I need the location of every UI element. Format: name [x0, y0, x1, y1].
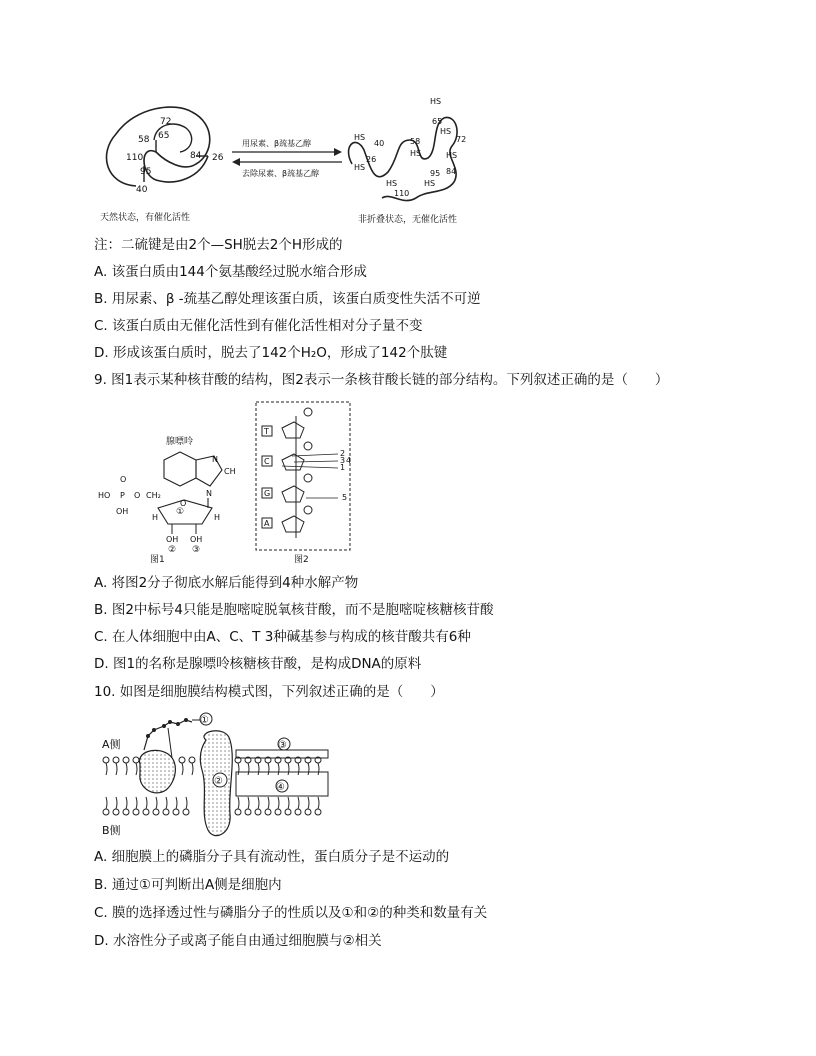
unfolded-hs-7: HS: [424, 179, 436, 188]
callout-3: 3: [340, 456, 346, 465]
q8-option-b[interactable]: B. 用尿素、β -巯基乙醇处理该蛋白质，该蛋白质变性失活不可逆: [94, 291, 481, 307]
glycoprotein-blob: [139, 750, 175, 792]
unfolded-hs-4: HS: [410, 149, 422, 158]
sugar-oh-2: OH: [190, 535, 203, 544]
circled-2: ②: [168, 545, 177, 555]
callout-line-2: [292, 454, 338, 456]
side-b-label: B侧: [102, 824, 121, 837]
q10-option-a[interactable]: A. 细胞膜上的磷脂分子具有流动性，蛋白质分子是不运动的: [94, 849, 450, 865]
q10-stem: 10. 如图是细胞膜结构模式图，下列叙述正确的是（ ）: [94, 684, 444, 700]
native-chain: [106, 107, 209, 186]
base-t: T: [264, 427, 269, 436]
base-c: C: [264, 457, 270, 466]
callout-5: 5: [342, 493, 348, 502]
nucleotide-svg: [96, 398, 366, 566]
callout-4: 4: [346, 456, 352, 465]
unfolded-num-110: 110: [394, 189, 410, 198]
marker-4: ④: [276, 782, 285, 793]
atom-ch: CH: [224, 467, 236, 476]
marker-3: ③: [278, 740, 287, 751]
fig2-unit-3: [262, 474, 312, 502]
unfolded-num-72: 72: [456, 135, 467, 144]
callout-line-1: [282, 466, 338, 468]
adenine-label: 腺嘌呤: [166, 437, 194, 447]
marker-2: ②: [214, 776, 223, 787]
sugar-chain: [144, 720, 192, 750]
unfolded-hs-2: HS: [440, 127, 452, 136]
q8-note: 注：二硫键是由2个—SH脱去2个H形成的: [94, 237, 343, 253]
unfolded-num-65: 65: [432, 117, 443, 126]
fig2-unit-4: [262, 506, 312, 532]
phosphate-ch2: CH₂: [146, 491, 161, 500]
fig2-caption: 图2: [294, 555, 309, 565]
phosphate-ho: HO: [98, 491, 111, 500]
phosphate-o-top: O: [120, 475, 127, 484]
forward-arrow-label: 用尿素、β巯基乙醇: [242, 139, 312, 148]
side-a-label: A侧: [102, 738, 121, 751]
unfolded-hs-5: HS: [446, 151, 458, 160]
native-num-58: 58: [138, 135, 150, 145]
callout-2: 2: [340, 449, 346, 458]
protein-folding-figure: [96, 94, 476, 228]
native-state-label: 天然状态，有催化活性: [100, 213, 191, 223]
q9-option-c[interactable]: C. 在人体细胞中由A、C、T 3种碱基参与构成的核苷酸共有6种: [94, 629, 471, 645]
q9-option-d[interactable]: D. 图1的名称是腺嘌呤核糖核苷酸，是构成DNA的原料: [94, 656, 422, 672]
sugar-h-1: H: [152, 513, 159, 522]
unfolded-hs-8: HS: [386, 179, 398, 188]
q9-option-b[interactable]: B. 图2中标号4只能是胞嘧啶脱氧核苷酸，而不是胞嘧啶核糖核苷酸: [94, 602, 494, 618]
membrane-figure: [96, 710, 336, 844]
sugar-o: O: [180, 499, 187, 508]
phosphate-oh: OH: [116, 507, 129, 516]
unfolded-num-84: 84: [446, 167, 457, 176]
q10-option-c[interactable]: C. 膜的选择透过性与磷脂分子的性质以及①和②的种类和数量有关: [94, 905, 488, 921]
unfolded-num-95: 95: [430, 169, 441, 178]
phosphate-p: P: [120, 491, 125, 500]
sugar-h-2: H: [214, 513, 221, 522]
atom-n-1: N: [212, 455, 218, 464]
q10-option-d[interactable]: D. 水溶性分子或离子能自由通过细胞膜与②相关: [94, 933, 382, 949]
unfolded-num-58: 58: [410, 137, 421, 146]
native-num-95: 95: [140, 167, 152, 177]
marker-1: ①: [200, 715, 209, 726]
circled-3: ③: [192, 545, 201, 555]
nucleotide-figure: [96, 398, 366, 566]
purine-ring-5: [196, 456, 222, 486]
native-num-84: 84: [190, 151, 202, 161]
base-g: G: [264, 489, 271, 498]
fig2-unit-1: [262, 408, 312, 438]
unfolded-state-label: 非折叠状态，无催化活性: [358, 215, 458, 225]
phosphate-o: O: [134, 491, 141, 500]
bilayer-outline-top: [236, 750, 328, 758]
fig1-caption: 图1: [150, 555, 165, 565]
membrane-svg: [96, 710, 336, 844]
native-num-65: 65: [158, 131, 170, 141]
forward-arrowhead: [334, 148, 342, 156]
q9-stem: 9. 图1表示某种核苷酸的结构，图2表示一条核苷酸长链的部分结构。下列叙述正确的是（ ）: [94, 372, 669, 388]
unfolded-hs-1: HS: [430, 97, 442, 106]
q8-option-d[interactable]: D. 形成该蛋白质时，脱去了142个H₂O，形成了142个肽键: [94, 345, 448, 361]
back-arrowhead: [232, 158, 240, 166]
purine-ring-6: [164, 452, 196, 486]
native-num-40: 40: [136, 185, 148, 195]
back-arrow-label: 去除尿素、β巯基乙醇: [242, 169, 320, 178]
native-num-72: 72: [160, 117, 172, 127]
sugar-oh-1: OH: [166, 535, 179, 544]
unfolded-hs-6: HS: [354, 163, 366, 172]
q9-option-a[interactable]: A. 将图2分子彻底水解后能得到4种水解产物: [94, 575, 359, 591]
q10-option-b[interactable]: B. 通过①可判断出A侧是细胞内: [94, 877, 282, 893]
unfolded-hs-3: HS: [354, 133, 366, 142]
unfolded-num-26: 26: [366, 155, 377, 164]
native-num-110: 110: [126, 153, 144, 163]
circled-1: ①: [176, 507, 185, 517]
base-a: A: [264, 519, 270, 528]
callout-line-3: [294, 461, 338, 462]
q8-option-a[interactable]: A. 该蛋白质由144个氨基酸经过脱水缩合形成: [94, 264, 367, 280]
unfolded-num-40: 40: [374, 139, 385, 148]
native-num-26: 26: [212, 153, 224, 163]
protein-folding-svg: [96, 94, 476, 228]
q8-option-c[interactable]: C. 该蛋白质由无催化活性到有催化活性相对分子量不变: [94, 318, 423, 334]
atom-n-2: N: [206, 489, 212, 498]
callout-1: 1: [340, 463, 346, 472]
marker-1-leader-2: [168, 728, 172, 758]
